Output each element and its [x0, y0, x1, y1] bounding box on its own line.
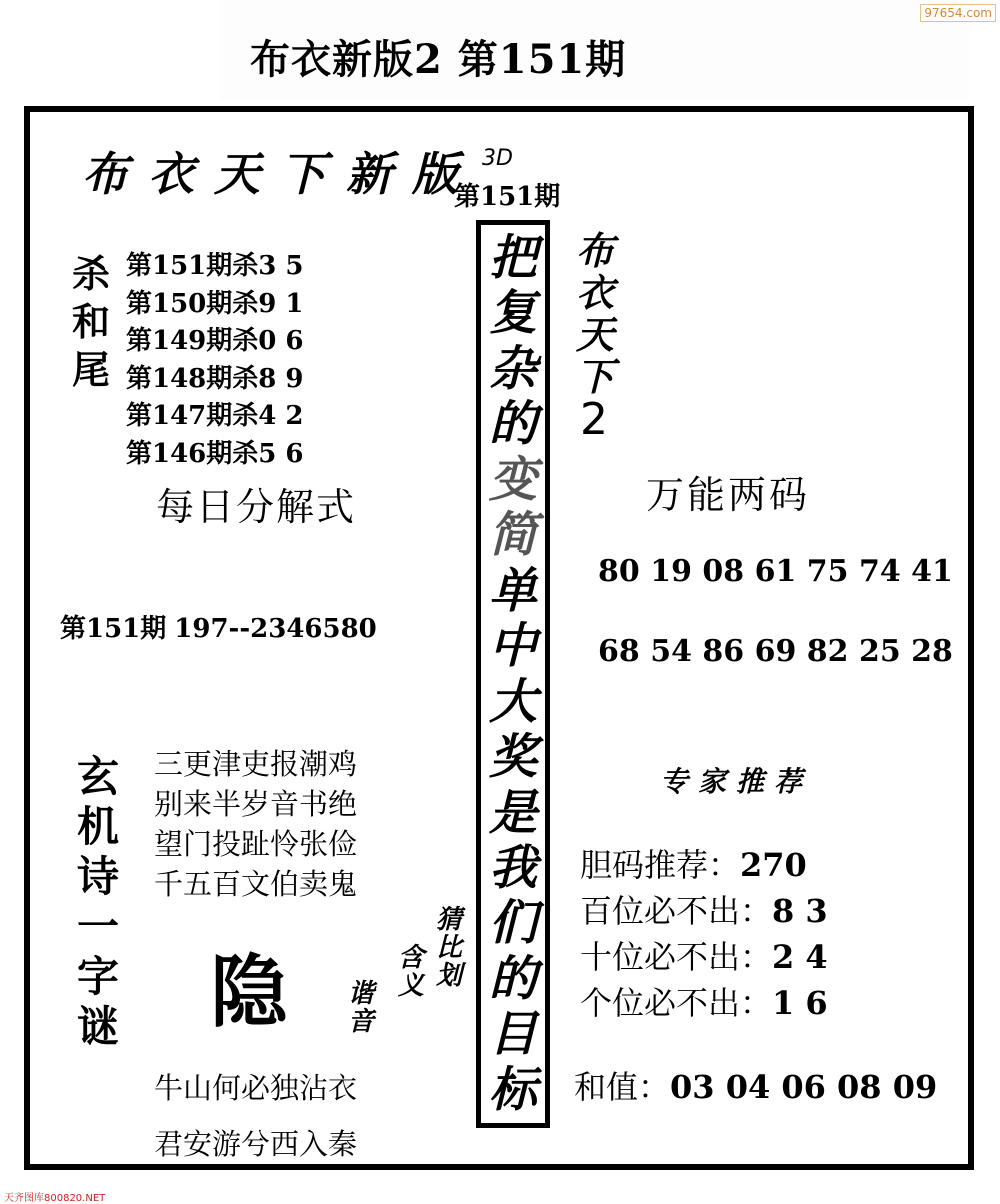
expert-item-value: 2 4 [772, 938, 828, 976]
decomposition-line [60, 608, 377, 645]
decomposition-value: 197--2346580 [174, 614, 377, 644]
hint-char: 音 [347, 1007, 374, 1037]
sum-label: 和值： [574, 1068, 671, 1106]
kill-item: 第150期杀9 1 [126, 288, 304, 319]
panel-heading: 布衣天下新版 [82, 147, 478, 201]
poem-line: 别来半岁音书绝 [154, 787, 358, 821]
kill-item: 第148期杀8 9 [126, 363, 304, 394]
brand-char: 天 [575, 312, 614, 357]
slogan-char: 奖 [488, 729, 537, 786]
sum-values [574, 1062, 937, 1108]
poem-label-char: 一 [76, 902, 119, 951]
slogan-char: 单 [488, 562, 537, 619]
poem-line: 三更津吏报潮鸡 [154, 747, 358, 781]
expert-item-label: 十位必不出： [580, 938, 773, 976]
hint-char: 义 [397, 971, 424, 1001]
expert-item-value: 8 3 [772, 892, 828, 930]
slogan-char: 的 [488, 396, 537, 453]
tag-issue: 第151期 [454, 182, 561, 212]
slogan-char: 们 [488, 895, 537, 952]
pairs-row: 68 54 86 69 82 25 28 [598, 634, 953, 669]
poem-label-char: 玄 [76, 752, 119, 801]
expert-item-label: 个位必不出： [580, 984, 773, 1022]
poem-label-char: 机 [76, 802, 119, 851]
expert-item [580, 980, 828, 1026]
hint-char: 划 [435, 961, 462, 991]
expert-item-label: 百位必不出： [580, 892, 773, 930]
decomposition-label: 第151期 [60, 614, 167, 644]
brand-char: 下 [575, 354, 614, 399]
kill-item: 第147期杀4 2 [126, 401, 304, 431]
page-title: 布衣新版2 第151期 [250, 36, 627, 83]
riddle-poem-label [70, 752, 126, 1052]
hint-char: 比 [435, 933, 462, 963]
kill-label-char: 尾 [71, 347, 110, 392]
slogan-char: 我 [488, 839, 537, 896]
hint-meaning [396, 944, 426, 1000]
expert-item [580, 842, 828, 888]
footer-watermark[interactable]: 天齐图库800820.NET [4, 1193, 106, 1204]
slogan-char: 简 [488, 507, 537, 564]
kill-item: 第151期杀3 5 [126, 251, 304, 281]
kill-tail-label [68, 250, 114, 394]
expert-item [580, 934, 828, 980]
expert-recommendations [580, 842, 828, 1026]
poem-label-char: 字 [76, 952, 119, 1001]
hidden-character: 隐 [210, 947, 289, 1038]
expert-item-value: 270 [740, 846, 807, 884]
expert-item-label: 胆码推荐： [580, 846, 741, 884]
slogan-char: 把 [488, 230, 537, 286]
title-bar [220, 0, 970, 100]
kill-label-char: 杀 [71, 251, 110, 296]
kill-item: 第146期杀5 6 [126, 438, 304, 469]
hint-guess-strokes [434, 906, 464, 990]
slogan-char: 是 [488, 784, 537, 841]
pairs-row: 80 19 08 61 75 74 41 [598, 554, 953, 589]
slogan-char: 大 [488, 673, 537, 730]
slogan-char: 复 [488, 285, 537, 342]
expert-item [580, 888, 828, 934]
universal-pairs-title: 万能两码 [646, 473, 811, 517]
riddle-poem [154, 744, 357, 904]
poem-line: 牛山何必独沾衣 [154, 1071, 358, 1105]
expert-item-value: 1 6 [772, 984, 828, 1022]
poem-line: 君安游兮西入秦 [154, 1127, 358, 1161]
slogan-char: 目 [488, 1006, 537, 1063]
expert-title: 专家推荐 [660, 765, 813, 798]
kill-tail-list [126, 248, 304, 473]
slogan-char: 标 [488, 1061, 537, 1118]
lottery-panel [24, 106, 974, 1170]
hint-char: 谐 [347, 979, 374, 1009]
brand-number: 2 [580, 394, 608, 445]
tag-3d: 3D [482, 146, 513, 171]
poem-label-char: 诗 [76, 852, 119, 901]
hint-homophone [346, 980, 376, 1036]
sum-value: 03 04 06 08 09 [670, 1068, 938, 1106]
slogan-column [476, 220, 550, 1128]
hint-char: 含 [397, 943, 424, 973]
universal-pairs [598, 532, 953, 692]
kill-label-char: 和 [71, 299, 110, 344]
brand-char: 衣 [575, 270, 614, 315]
site-watermark[interactable]: 97654.com [920, 4, 996, 22]
riddle-poem-tail [154, 1060, 357, 1172]
slogan-char: 中 [488, 618, 537, 675]
kill-item: 第149期杀0 6 [126, 326, 304, 356]
decomposition-title: 每日分解式 [156, 485, 357, 529]
slogan-char: 变 [488, 451, 537, 508]
hint-char: 猜 [435, 905, 462, 935]
brand-label [570, 230, 620, 398]
slogan-char: 杂 [488, 340, 537, 397]
poem-label-char: 谜 [76, 1002, 119, 1051]
brand-char: 布 [575, 228, 614, 273]
poem-line: 千五百文伯卖鬼 [154, 867, 358, 901]
slogan-char: 的 [488, 950, 537, 1007]
poem-line: 望门投趾怜张俭 [154, 827, 358, 861]
